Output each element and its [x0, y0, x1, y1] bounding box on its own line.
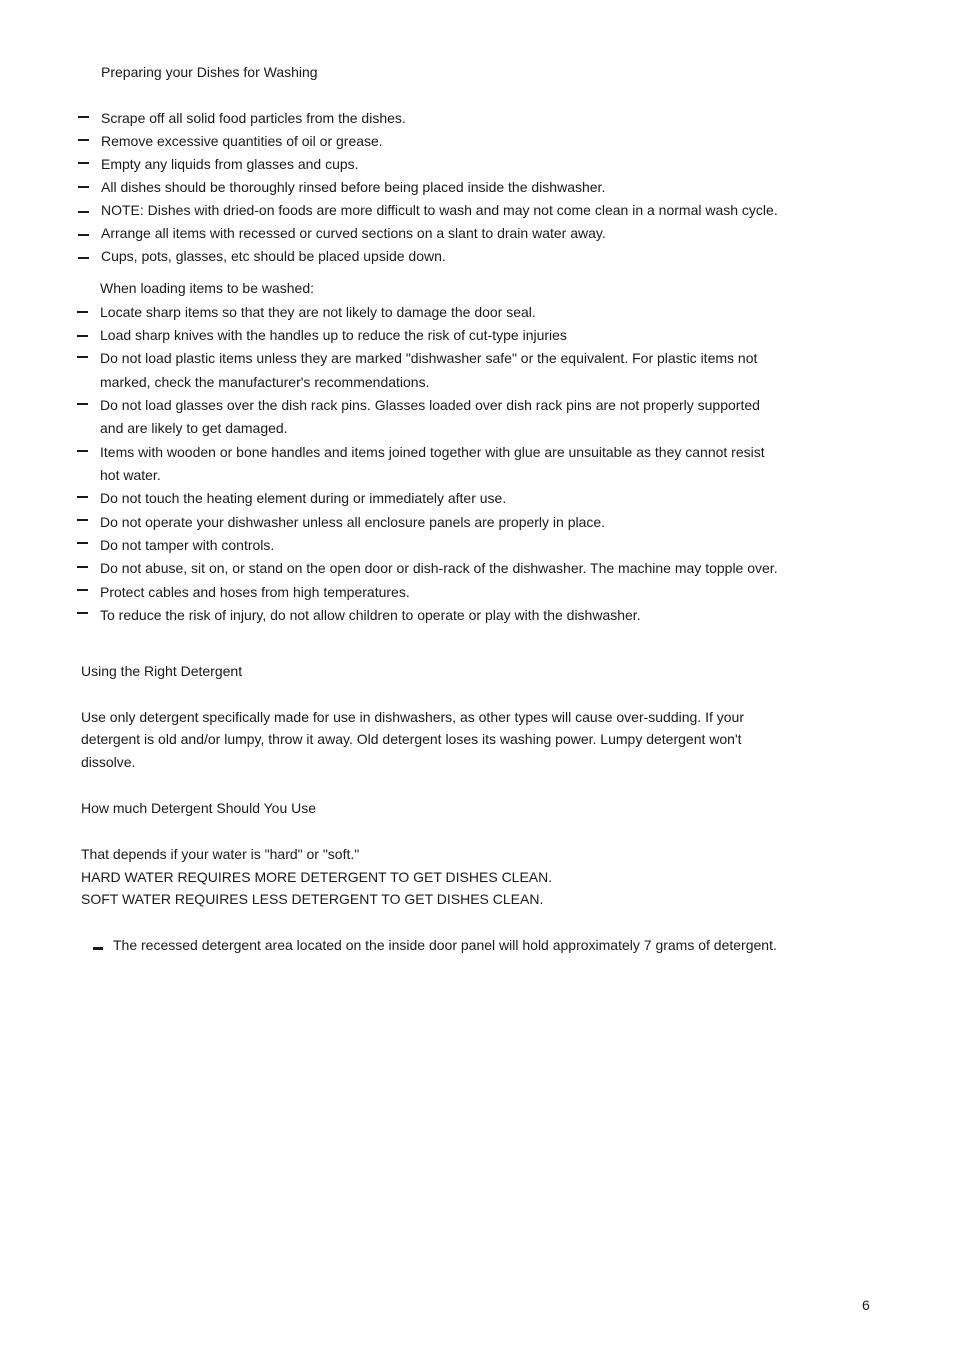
list-item-continuation: marked, check the manufacturer's recommendations.	[100, 374, 430, 390]
section-heading-detergent: Using the Right Detergent	[81, 663, 243, 679]
list-item: Do not tamper with controls.	[100, 537, 275, 553]
list-item-continuation: hot water.	[100, 467, 161, 483]
bullet-dash	[78, 211, 89, 213]
bullet-dash	[93, 947, 103, 950]
list-item: Do not touch the heating element during or immediately after use.	[100, 490, 507, 506]
section-heading-amount: How much Detergent Should You Use	[81, 800, 317, 816]
paragraph-line: dissolve.	[81, 754, 136, 770]
bullet-dash	[78, 234, 89, 236]
list-item: Remove excessive quantities of oil or grease.	[101, 133, 383, 149]
paragraph-line: That depends if your water is "hard" or "soft."	[81, 846, 360, 862]
list-item: All dishes should be thoroughly rinsed before being placed inside the dishwasher.	[101, 179, 606, 195]
bullet-dash	[77, 403, 88, 405]
bullet-dash	[78, 116, 89, 118]
paragraph-line: SOFT WATER REQUIRES LESS DETERGENT TO GET DISHES CLEAN.	[81, 891, 544, 907]
bullet-dash	[77, 356, 88, 358]
list-item: Empty any liquids from glasses and cups.	[101, 156, 359, 172]
bullet-dash	[78, 186, 89, 188]
bullet-dash	[77, 519, 88, 521]
detergent-note: The recessed detergent area located on the inside door panel will hold approximately 7 grams of detergent.	[113, 937, 777, 953]
section-heading-preparing: Preparing your Dishes for Washing	[101, 64, 318, 80]
bullet-dash	[77, 311, 88, 313]
bullet-dash	[77, 542, 88, 544]
list-item: Do not abuse, sit on, or stand on the open door or dish-rack of the dishwasher. The machine may topple over.	[100, 560, 778, 576]
bullet-dash	[77, 566, 88, 568]
list-item: Do not load glasses over the dish rack pins. Glasses loaded over dish rack pins are not properly supported	[100, 397, 760, 413]
bullet-dash	[77, 612, 88, 614]
bullet-dash	[77, 589, 88, 591]
bullet-dash	[77, 335, 88, 337]
list-item: Do not load plastic items unless they are marked "dishwasher safe" or the equivalent. For plastic items not	[100, 350, 758, 366]
list-item: To reduce the risk of injury, do not allow children to operate or play with the dishwasher.	[100, 607, 641, 623]
list-item: Scrape off all solid food particles from the dishes.	[101, 110, 406, 126]
bullet-dash	[77, 496, 88, 498]
paragraph-line: detergent is old and/or lumpy, throw it away. Old detergent loses its washing power. Lumpy detergent won't	[81, 731, 742, 747]
paragraph-line: Use only detergent specifically made for use in dishwashers, as other types will cause over-sudding. If your	[81, 709, 744, 725]
section-heading-loading: When loading items to be washed:	[100, 280, 315, 296]
list-item: NOTE: Dishes with dried-on foods are more difficult to wash and may not come clean in a normal wash cycle.	[101, 202, 778, 218]
list-item: Protect cables and hoses from high temperatures.	[100, 584, 410, 600]
bullet-dash	[77, 450, 88, 452]
list-item: Cups, pots, glasses, etc should be placed upside down.	[101, 248, 446, 264]
list-item: Locate sharp items so that they are not likely to damage the door seal.	[100, 304, 536, 320]
bullet-dash	[78, 162, 89, 164]
list-item-continuation: and are likely to get damaged.	[100, 420, 288, 436]
list-item: Load sharp knives with the handles up to reduce the risk of cut-type injuries	[100, 327, 567, 343]
list-item: Items with wooden or bone handles and items joined together with glue are unsuitable as they cannot resist	[100, 444, 765, 460]
bullet-dash	[78, 257, 89, 259]
bullet-dash	[78, 139, 89, 141]
list-item: Arrange all items with recessed or curved sections on a slant to drain water away.	[101, 225, 606, 241]
paragraph-line: HARD WATER REQUIRES MORE DETERGENT TO GET DISHES CLEAN.	[81, 869, 553, 885]
list-item: Do not operate your dishwasher unless all enclosure panels are properly in place.	[100, 514, 606, 530]
page-number: 6	[862, 1297, 870, 1313]
